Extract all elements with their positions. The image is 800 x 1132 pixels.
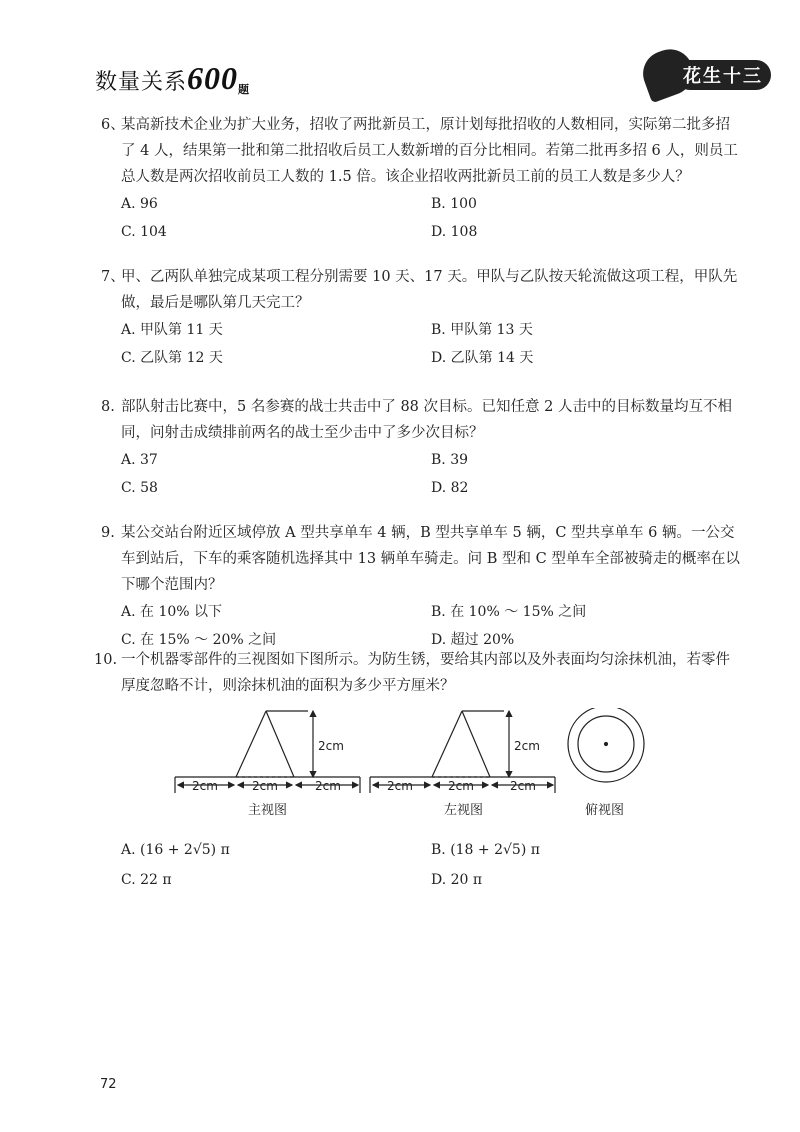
question-text: 一个机器零部件的三视图如下图所示。为防生锈，要给其内部以及外表面均匀涂抹机油，若零件厚度忽略不计，则涂抹机油的面积为多少平方厘米？ bbox=[121, 652, 730, 694]
brand-text: 花生十三 bbox=[683, 66, 763, 87]
question-number: 9. bbox=[101, 525, 115, 541]
question-text: 某公交站台附近区域停放 A 型共享单车 4 辆，B 型共享单车 5 辆，C 型共享单车 6 辆。一公交车到站后，下车的乘客随机选择其中 13 辆单车骑走。问 B 型和 C 型单车全部被骑走的概率在以下哪个范围内？ bbox=[121, 525, 740, 593]
option-c[interactable]: C. 22 π bbox=[121, 872, 172, 888]
option-c[interactable]: C. 在 15% ～ 20% 之间 bbox=[121, 632, 277, 648]
diagram-svg bbox=[170, 708, 660, 826]
book-title-text: 数量关系 bbox=[95, 70, 188, 95]
option-c[interactable]: C. 乙队第 12 天 bbox=[121, 350, 223, 366]
question-10-options bbox=[94, 836, 734, 890]
option-b[interactable]: B. 在 10% ～ 15% 之间 bbox=[431, 604, 587, 620]
side-left-label: 2cm bbox=[387, 779, 413, 793]
option-d[interactable]: D. 82 bbox=[431, 480, 469, 496]
question-number: 8. bbox=[101, 399, 115, 415]
question-10 bbox=[94, 647, 734, 699]
option-b[interactable]: B. 甲队第 13 天 bbox=[431, 322, 533, 338]
option-list bbox=[101, 450, 741, 498]
option-b[interactable]: B. (18 + 2√5) π bbox=[431, 842, 540, 858]
question-6 bbox=[101, 112, 741, 242]
question-7 bbox=[101, 264, 741, 368]
top-view bbox=[568, 708, 644, 782]
brand-logo bbox=[637, 50, 775, 98]
question-number: 6、 bbox=[101, 117, 125, 133]
option-a[interactable]: A. (16 + 2√5) π bbox=[121, 842, 230, 858]
option-list bbox=[101, 320, 741, 368]
option-d[interactable]: D. 108 bbox=[431, 224, 478, 240]
page-header bbox=[95, 58, 775, 98]
question-stem bbox=[101, 112, 741, 190]
question-text: 部队射击比赛中，5 名参赛的战士共击中了 88 次目标。已知任意 2 人击中的目标数量均互不相同，问射击成绩排前两名的战士至少击中了多少次目标？ bbox=[121, 399, 732, 441]
option-a[interactable]: A. 37 bbox=[121, 452, 158, 468]
question-number: 10. bbox=[94, 652, 118, 668]
option-d[interactable]: D. 20 π bbox=[431, 872, 483, 888]
book-title bbox=[95, 60, 250, 97]
side-height-label: 2cm bbox=[514, 739, 540, 753]
front-right-label: 2cm bbox=[315, 779, 341, 793]
question-stem bbox=[101, 520, 741, 598]
option-a[interactable]: A. 甲队第 11 天 bbox=[121, 322, 223, 338]
option-a[interactable]: A. 在 10% 以下 bbox=[121, 604, 223, 620]
option-c[interactable]: C. 58 bbox=[121, 480, 158, 496]
top-view-label: 俯视图 bbox=[585, 803, 625, 818]
question-stem bbox=[94, 647, 734, 699]
question-stem bbox=[101, 394, 741, 446]
front-mid-label: 2cm bbox=[252, 779, 278, 793]
question-9 bbox=[101, 520, 741, 650]
book-title-suffix: 题 bbox=[238, 83, 251, 96]
side-mid-label: 2cm bbox=[448, 779, 474, 793]
option-c[interactable]: C. 104 bbox=[121, 224, 167, 240]
question-number: 7、 bbox=[101, 269, 125, 285]
book-title-number: 600 bbox=[187, 60, 239, 96]
front-height-label: 2cm bbox=[318, 739, 344, 753]
page-number: 72 bbox=[100, 1077, 117, 1092]
side-view-label: 左视图 bbox=[444, 803, 484, 818]
option-list bbox=[101, 602, 741, 650]
option-list bbox=[94, 840, 734, 890]
option-d[interactable]: D. 乙队第 14 天 bbox=[431, 350, 534, 366]
option-b[interactable]: B. 39 bbox=[431, 452, 469, 468]
side-right-label: 2cm bbox=[510, 779, 536, 793]
option-list bbox=[101, 194, 741, 242]
option-b[interactable]: B. 100 bbox=[431, 196, 477, 212]
front-left-label: 2cm bbox=[192, 779, 218, 793]
option-d[interactable]: D. 超过 20% bbox=[431, 632, 515, 648]
question-text: 某高新技术企业为扩大业务，招收了两批新员工，原计划每批招收的人数相同，实际第二批多招了 4 人，结果第一批和第二批招收后员工人数新增的百分比相同。若第二批再多招 6 人，则员工总人数是两次招收前员工人数的 1.5 倍。该企业招收两批新员工前的员工人数是多少人？ bbox=[121, 117, 738, 185]
question-text: 甲、乙两队单独完成某项工程分别需要 10 天、17 天。甲队与乙队按天轮流做这项工程，甲队先做，最后是哪队第几天完工？ bbox=[121, 269, 738, 311]
question-stem bbox=[101, 264, 741, 316]
three-view-diagram bbox=[170, 708, 660, 826]
question-8 bbox=[101, 394, 741, 498]
front-view-label: 主视图 bbox=[248, 803, 288, 818]
option-a[interactable]: A. 96 bbox=[121, 196, 158, 212]
